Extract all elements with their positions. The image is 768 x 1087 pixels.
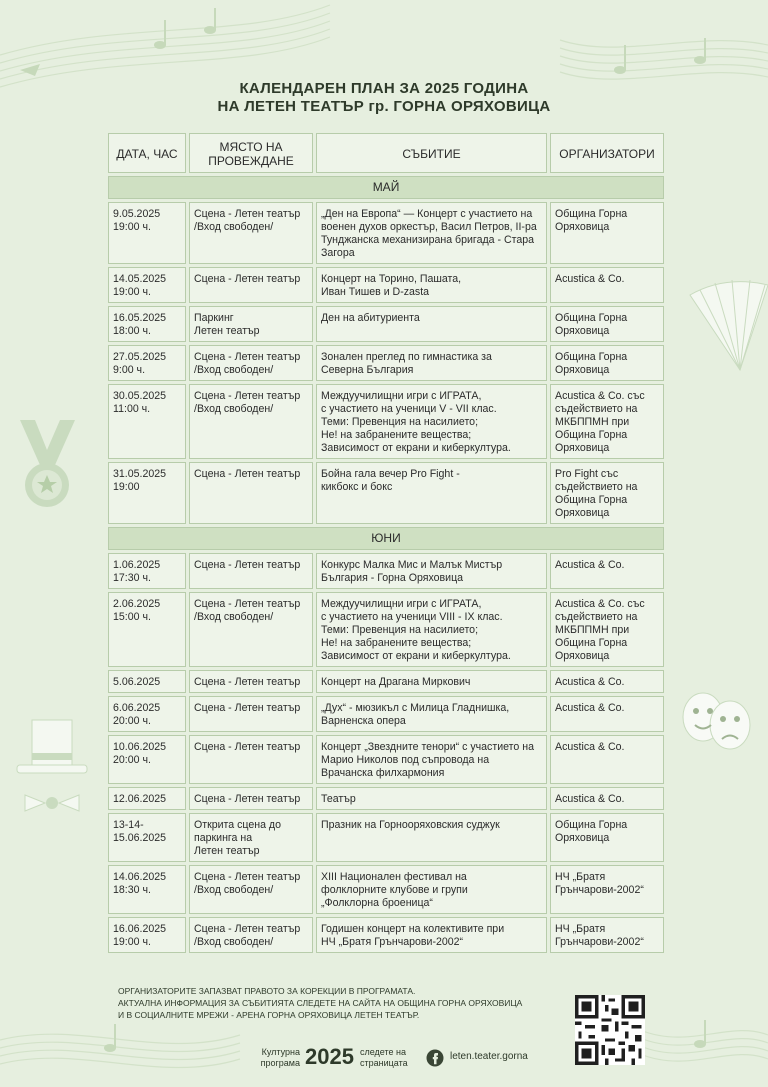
event-row (108, 592, 664, 667)
event-title: Бойна гала вечер Pro Fight - кикбокс и бокс (316, 462, 547, 524)
event-place: Сцена - Летен театър (189, 735, 313, 784)
follow-label-line-1: следете на (360, 1047, 407, 1057)
event-title: Концерт на Торино, Пашата, Иван Тишев и D-zasta (316, 267, 547, 303)
cultural-program-bar (250, 1044, 550, 1073)
event-date: 14.05.2025 19:00 ч. (108, 267, 186, 303)
event-title: „Дух“ - мюзикъл с Милица Гладнишка, Варненска опера (316, 696, 547, 732)
event-title: Годишен концерт на колективите при НЧ „Братя Грънчарови-2002“ (316, 917, 547, 953)
top-hat-decoration (15, 715, 90, 825)
event-date: 16.05.2025 18:00 ч. (108, 306, 186, 342)
event-row (108, 917, 664, 953)
event-date: 6.06.2025 20:00 ч. (108, 696, 186, 732)
event-organizer: НЧ „Братя Грънчарови-2002“ (550, 865, 664, 914)
event-date: 30.05.2025 11:00 ч. (108, 384, 186, 459)
event-title: XIII Национален фестивал на фолклорните клубове и групи „Фолклорна броеница“ (316, 865, 547, 914)
event-title: Междуучилищни игри с ИГРАТА, с участието на ученици V - VII клас. Теми: Превенция на насилието; Не! на забранените вещества; Зависимост от екрани и киберкултура. (316, 384, 547, 459)
title-line-2: НА ЛЕТЕН ТЕАТЪР гр. ГОРНА ОРЯХОВИЦА (217, 98, 551, 115)
event-place: Сцена - Летен театър /Вход свободен/ (189, 865, 313, 914)
event-place: Сцена - Летен театър /Вход свободен/ (189, 345, 313, 381)
program-year: 2025 (305, 1044, 354, 1069)
footer-line-1: ОРГАНИЗАТОРИТЕ ЗАПАЗВАТ ПРАВОТО ЗА КОРЕКЦИИ В ПРОГРАМАТА. (118, 986, 416, 996)
event-organizer: Acustica & Co. (550, 670, 664, 693)
footer-line-3: И В СОЦИАЛНИТЕ МРЕЖИ - АРЕНА ГОРНА ОРЯХОВИЦА ЛЕТЕН ТЕАТЪР. (118, 1010, 420, 1020)
event-place: Паркинг Летен театър (189, 306, 313, 342)
event-date: 13-14- 15.06.2025 (108, 813, 186, 862)
event-place: Сцена - Летен театър (189, 696, 313, 732)
event-title: Ден на абитуриента (316, 306, 547, 342)
event-row (108, 813, 664, 862)
event-organizer: Община Горна Оряховица (550, 345, 664, 381)
event-row (108, 670, 664, 693)
event-place: Сцена - Летен театър /Вход свободен/ (189, 592, 313, 667)
month-row (108, 176, 664, 199)
header-date: ДАТА, ЧАС (108, 133, 186, 173)
event-date: 27.05.2025 9:00 ч. (108, 345, 186, 381)
qr-code[interactable] (575, 995, 645, 1065)
event-organizer: Acustica & Co. (550, 553, 664, 589)
event-title: Конкурс Малка Мис и Малък Мистър България - Горна Оряховица (316, 553, 547, 589)
event-organizer: Acustica & Co. (550, 267, 664, 303)
event-title: Междуучилищни игри с ИГРАТА, с участието на ученици VIII - IX клас. Теми: Превенция на насилието; Не! на забранените вещества; Зависимост от екрани и киберкултура. (316, 592, 547, 667)
program-label (250, 1047, 300, 1069)
schedule-table (105, 130, 667, 956)
header-place: МЯСТО НА ПРОВЕЖДАНЕ (189, 133, 313, 173)
event-row (108, 787, 664, 810)
fan-decoration (680, 275, 768, 385)
event-organizer: Pro Fight със съдействието на Община Горна Оряховица (550, 462, 664, 524)
month-label: МАЙ (108, 176, 664, 199)
event-date: 12.06.2025 (108, 787, 186, 810)
facebook-handle[interactable]: leten.teater.gorna (450, 1051, 528, 1062)
event-organizer: Acustica & Co. със съдействието на МКБППМН при Община Горна Оряховица (550, 384, 664, 459)
event-row (108, 267, 664, 303)
event-row (108, 345, 664, 381)
footer-line-2: АКТУАЛНА ИНФОРМАЦИЯ ЗА СЪБИТИЯТА СЛЕДЕТЕ НА САЙТА НА ОБЩИНА ГОРНА ОРЯХОВИЦА (118, 998, 523, 1008)
event-place: Открита сцена до паркинга на Летен театър (189, 813, 313, 862)
header-organizers: ОРГАНИЗАТОРИ (550, 133, 664, 173)
event-organizer: Община Горна Оряховица (550, 306, 664, 342)
title-line-1: КАЛЕНДАРЕН ПЛАН ЗА 2025 ГОДИНА (239, 80, 529, 97)
event-row (108, 306, 664, 342)
event-date: 31.05.2025 19:00 (108, 462, 186, 524)
event-date: 5.06.2025 (108, 670, 186, 693)
event-row (108, 462, 664, 524)
event-place: Сцена - Летен театър (189, 462, 313, 524)
event-organizer: НЧ „Братя Грънчарови-2002“ (550, 917, 664, 953)
event-place: Сцена - Летен театър /Вход свободен/ (189, 202, 313, 264)
month-row (108, 527, 664, 550)
event-organizer: Acustica & Co. (550, 696, 664, 732)
event-date: 14.06.2025 18:30 ч. (108, 865, 186, 914)
event-place: Сцена - Летен театър /Вход свободен/ (189, 917, 313, 953)
facebook-icon (426, 1049, 444, 1067)
event-date: 10.06.2025 20:00 ч. (108, 735, 186, 784)
event-title: Празник на Горнооряховския суджук (316, 813, 547, 862)
page-title (0, 80, 768, 116)
event-title: Театър (316, 787, 547, 810)
theatre-masks-decoration (675, 685, 755, 760)
event-date: 1.06.2025 17:30 ч. (108, 553, 186, 589)
event-title: Концерт „Звездните тенори“ с участието на Марио Николов под съпровода на Врачанска филхармония (316, 735, 547, 784)
event-place: Сцена - Летен театър /Вход свободен/ (189, 384, 313, 459)
event-row (108, 202, 664, 264)
event-date: 9.05.2025 19:00 ч. (108, 202, 186, 264)
event-organizer: Община Горна Оряховица (550, 813, 664, 862)
event-date: 16.06.2025 19:00 ч. (108, 917, 186, 953)
event-organizer: Acustica & Co. (550, 787, 664, 810)
event-place: Сцена - Летен театър (189, 787, 313, 810)
medal-decoration (15, 420, 80, 520)
event-row (108, 735, 664, 784)
event-title: Концерт на Драгана Миркович (316, 670, 547, 693)
program-label-line-2: програма (260, 1058, 300, 1068)
event-title: Зонален преглед по гимнастика за Северна България (316, 345, 547, 381)
event-organizer: Acustica & Co. (550, 735, 664, 784)
event-row (108, 865, 664, 914)
event-row (108, 553, 664, 589)
event-title: „Ден на Европа“ — Концерт с участието на военен духов оркестър, Васил Петров, II-ра Тунджанска механизирана бригада - Стара Загора (316, 202, 547, 264)
table-header-row (108, 133, 664, 173)
table-body (108, 176, 664, 953)
event-date: 2.06.2025 15:00 ч. (108, 592, 186, 667)
footer-notes (118, 985, 578, 1021)
event-row (108, 696, 664, 732)
month-label: ЮНИ (108, 527, 664, 550)
event-place: Сцена - Летен театър (189, 553, 313, 589)
event-place: Сцена - Летен театър (189, 267, 313, 303)
event-row (108, 384, 664, 459)
event-organizer: Община Горна Оряховица (550, 202, 664, 264)
header-event: СЪБИТИЕ (316, 133, 547, 173)
follow-label-line-2: страницата (360, 1058, 408, 1068)
program-label-line-1: Културна (261, 1047, 300, 1057)
follow-label (360, 1047, 420, 1069)
event-organizer: Acustica & Co. със съдействието на МКБППМН при Община Горна Оряховица (550, 592, 664, 667)
event-place: Сцена - Летен театър (189, 670, 313, 693)
